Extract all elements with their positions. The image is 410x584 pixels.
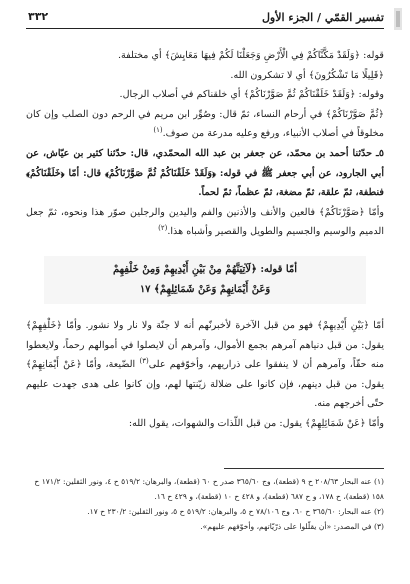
header-title: تفسير القمّي / الجزء الأول xyxy=(261,11,384,24)
text-line: وأمّا ﴿صَوَّرْنَاكُمْ﴾ فالعين والأنف والأذنين والفم واليدين والرجلين صوّر هذا ونحوه، ثمّ جعل الدميم والوسيم والجسيم والطويل والقصير وأشباه هذا. xyxy=(26,206,384,238)
text-line: الضّيعة، وأمّا ﴿عَنْ أَيْمَانِهِمْ﴾ يقول: من قبل دينهم، فإن كانوا على ضلالة زيّنتها لهم، وإن كانوا على هدى جهدت عليهم حتّى أخرجهم منه. xyxy=(26,359,384,410)
paragraph xyxy=(26,46,384,66)
paragraph xyxy=(26,85,384,105)
text-line: وأمّا ﴿عَنْ شَمَائِلِهِمْ﴾ يقول: من قبل اللّذات والشهوات، يقول الله: xyxy=(128,417,384,429)
hadith-paragraph xyxy=(26,144,384,203)
verse-line: وَعَنْ أَيْمَانِهِمْ وَعَنْ شَمَائِلِهِمْ﴾ ١٧ xyxy=(139,283,271,295)
page-ornament-icon xyxy=(394,8,402,30)
paragraph xyxy=(26,414,384,434)
footnote: (١) عنه البحار ٢٠٨/٦٣ ح ٩ (قطعة)، وج ٣٦٥/٦٠ صدر ح ٦٠ (قطعة)، والبرهان: ٥١٩/٢ ح ٤، ونور الثقلين: ١٧١/٢ ح ١٥٨ (قطعة)، ح ١٧٨، و ح ٦٨٧ (قطعة)، و ٤٢٨ ح ١٠ (قطعة)، و ٤٢٩ ح ١٦. xyxy=(34,477,384,501)
paragraph xyxy=(26,105,384,144)
footnote-marker: (٢) xyxy=(158,224,168,233)
text-line: ﴿قَلِيلًا مَا تَشْكُرُونَ﴾ أي لا تشكرون الله. xyxy=(230,69,384,81)
text-line: ﴿ثُمَّ صَوَّرْنَاكُمْ﴾ في أرحام النساء، ثمّ قال: وصُوِّر ابن مريم في الرحم دون الصلب وإن كان مخلوقاً في أصلاب الأنبياء، ورفع وعليه مدرعة من صوف. xyxy=(26,108,384,140)
footnote-marker: (١) xyxy=(153,126,163,135)
footnote: (٣) في المصدر: «أن يقلّلوا على ذرّيّاتهم، وأخوّفهم عليهم». xyxy=(200,522,384,531)
verse-line: أمّا قوله: ﴿لَآتِيَنَّهُمْ مِنْ بَيْنِ أَيْدِيهِمْ وَمِنْ خَلْفِهِمْ xyxy=(112,263,298,275)
text-line: أمّا ﴿بَيْنِ أَيْدِيهِمْ﴾ فهو من قبل الآخرة لأخبرنّهم أنه لا جنّة ولا نار ولا نشور. وأمّا ﴿خَلْفِهِمْ﴾ يقول: من قبل دنياهم آمرهم بجمع الأموال، وآمرهم أن لايصلوا في أموالهم رحماً، ولايعطوا منه حقّاً، وآمرهم أن لا ينفقوا على ذراريهم، وأخوّفهم على xyxy=(26,319,384,371)
paragraph xyxy=(26,66,384,86)
footnote-marker: (٣) xyxy=(139,356,149,365)
footnote: (٢) عنه البحار: ٣٦٥/٦٠ ح ٦٠، وج ٧٨/١٠٦ ح ٥، والبرهان: ٥١٩/٢ ح ٥، ونور الثقلين: ٢٣٠/٢ ح ١٧. xyxy=(87,507,384,516)
page-number: ٣٣٢ xyxy=(28,10,49,23)
main-text xyxy=(26,46,384,434)
text-line: وقوله: ﴿وَلَقَدْ خَلَقْنَاكُمْ ثُمَّ صَوَّرْنَاكُمْ﴾ أي خلقناكم في أصلاب الرجال. xyxy=(119,89,384,101)
footnote-separator xyxy=(224,468,384,469)
text-line: قوله: ﴿وَلَقَدْ مَكَّنَّاكُمْ فِي الْأَرْضِ وَجَعَلْنَا لَكُمْ فِيهَا مَعَايِشَ﴾ أي مختلفة. xyxy=(117,50,384,61)
verse-block xyxy=(44,256,366,304)
paragraph xyxy=(26,203,384,242)
paragraph xyxy=(26,316,384,414)
running-header xyxy=(26,10,384,29)
footnotes xyxy=(26,474,384,534)
text-line: ٥ـ حدّثنا أحمد بن محمّد، عن جعفر بن عبد الله المحمّدي، قال: حدّثنا كثير بن عيّاش، عن أبي الجارود، عن أبي جعفر ﷺ في قوله: ﴿وَلَقَدْ خَلَقْنَاكُمْ ثُمَّ صَوَّرْنَاكُمْ﴾ قال: أمّا ﴿خَلَقْنَاكُمْ﴾ فنطفة، ثمّ علقة، ثمّ مضغة، ثمّ عظماً، ثمّ لحماً. xyxy=(26,147,384,199)
